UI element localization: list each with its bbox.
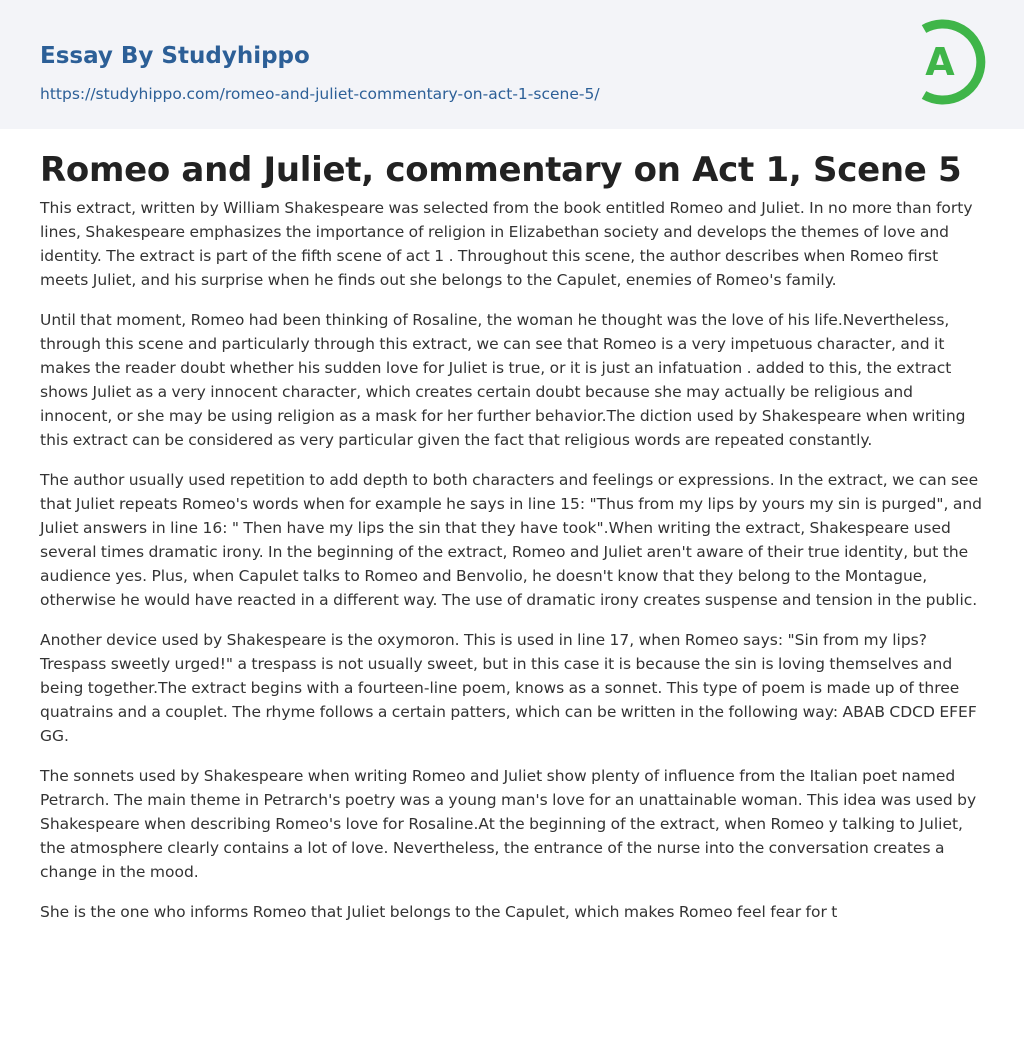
article [0,129,1024,924]
article-title: Romeo and Juliet, commentary on Act 1, Scene 5 [40,150,962,190]
studyhippo-logo-icon[interactable] [912,19,986,105]
article-paragraph: This extract, written by William Shakespeare was selected from the book entitled Romeo and Juliet. In no more than forty lines, Shakespeare emphasizes the importance of religion in Elizabethan society and develops the themes of love and identity. The extract is part of the fifth scene of act 1 . Throughout this scene, the author describes when Romeo first meets Juliet, and his surprise when he finds out she belongs to the Capulet, enemies of Romeo's family. [40,199,973,289]
article-url-link[interactable]: https://studyhippo.com/romeo-and-juliet-commentary-on-act-1-scene-5/ [40,85,600,103]
site-name[interactable]: Essay By Studyhippo [40,43,310,69]
logo-letter: A [925,40,955,84]
article-paragraph: Until that moment, Romeo had been thinking of Rosaline, the woman he thought was the love of his life.Nevertheless, through this scene and particularly through this extract, we can see that Romeo is a very impetuous character, and it makes the reader doubt whether his sudden love for Juliet is true, or it is just an infatuation . added to this, the extract shows Juliet as a very innocent character, which creates certain doubt because she may actually be religious and innocent, or she may be using religion as a mask for her further behavior.The diction used by Shakespeare when writing this extract can be considered as very particular given the fact that religious words are repeated constantly. [40,311,966,449]
article-paragraph: She is the one who informs Romeo that Juliet belongs to the Capulet, which makes Romeo feel fear for t [40,903,838,921]
article-paragraph: The author usually used repetition to add depth to both characters and feelings or expressions. In the extract, we can see that Juliet repeats Romeo's words when for example he says in line 15: "Thus from my lips by yours my sin is purged", and Juliet answers in line 16: " Then have my lips the sin that they have took".When writing the extract, Shakespeare used several times dramatic irony. In the beginning of the extract, Romeo and Juliet aren't aware of their true identity, but the audience yes. Plus, when Capulet talks to Romeo and Benvolio, he doesn't know that they belong to the Montague, otherwise he would have reacted in a different way. The use of dramatic irony creates suspense and tension in the public. [40,471,982,609]
site-header [0,0,1024,129]
article-paragraph: Another device used by Shakespeare is the oxymoron. This is used in line 17, when Romeo says: "Sin from my lips? Trespass sweetly urged!" a trespass is not usually sweet, but in this case it is because the sin is loving themselves and being together.The extract begins with a fourteen-line poem, knows as a sonnet. This type of poem is made up of three quatrains and a couplet. The rhyme follows a certain patters, which can be written in the following way: ABAB CDCD EFEF GG. [40,631,977,745]
article-paragraph: The sonnets used by Shakespeare when writing Romeo and Juliet show plenty of influence from the Italian poet named Petrarch. The main theme in Petrarch's poetry was a young man's love for an unattainable woman. This idea was used by Shakespeare when describing Romeo's love for Rosaline.At the beginning of the extract, when Romeo y talking to Juliet, the atmosphere clearly contains a lot of love. Nevertheless, the entrance of the nurse into the conversation creates a change in the mood. [40,767,977,881]
